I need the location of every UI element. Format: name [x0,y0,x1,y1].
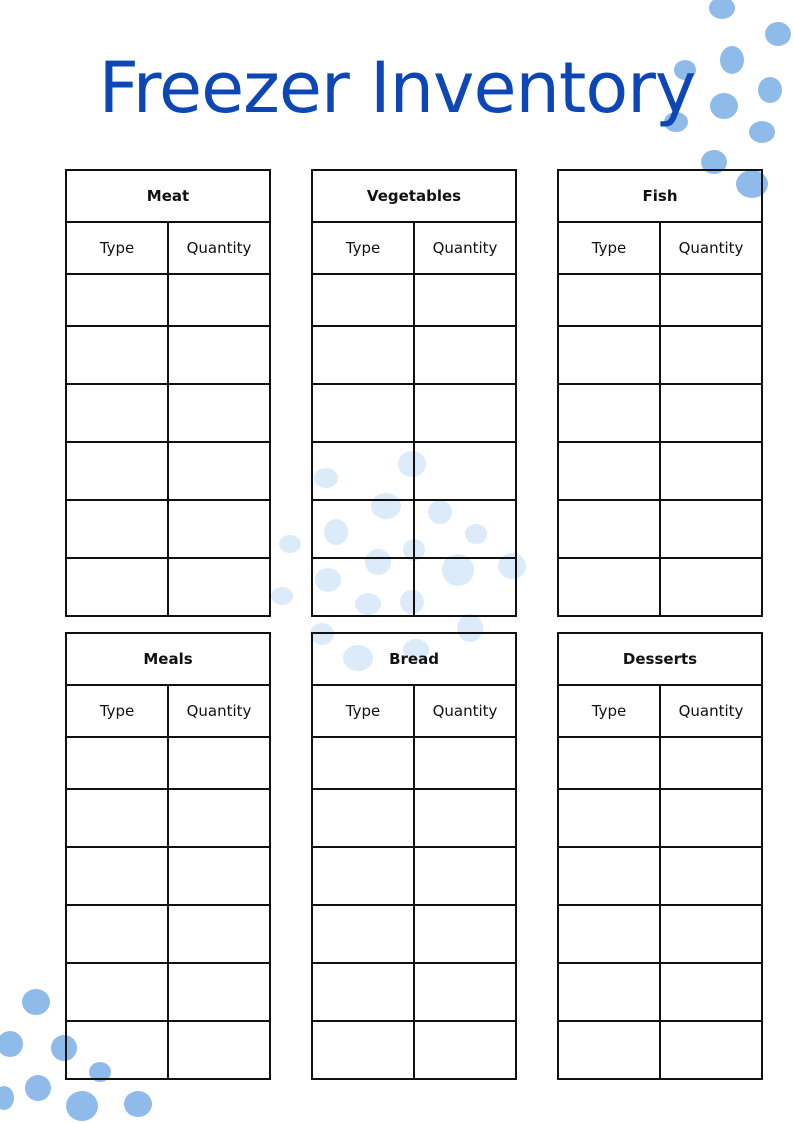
quantity-cell[interactable] [414,905,516,963]
table-row [558,326,762,384]
quantity-cell[interactable] [660,847,762,905]
table-row [312,558,516,616]
table-row [558,847,762,905]
type-cell[interactable] [558,737,660,789]
table-row [66,905,270,963]
type-cell[interactable] [558,558,660,616]
table-row [558,442,762,500]
table-title-vegetables: Vegetables [312,170,516,222]
quantity-cell[interactable] [660,274,762,326]
quantity-cell[interactable] [168,442,270,500]
type-cell[interactable] [66,274,168,326]
table-row [312,905,516,963]
quantity-cell[interactable] [414,1021,516,1079]
type-cell[interactable] [558,326,660,384]
table-row [312,737,516,789]
table-row [558,963,762,1021]
quantity-cell[interactable] [660,500,762,558]
table-row [312,384,516,442]
table-row [312,442,516,500]
column-header-type: Type [558,222,660,274]
table-row [558,500,762,558]
column-header-quantity: Quantity [660,222,762,274]
column-header-type: Type [66,685,168,737]
table-row [558,384,762,442]
table-row [312,963,516,1021]
quantity-cell[interactable] [168,963,270,1021]
table-row [558,1021,762,1079]
table-fish [557,169,763,617]
quantity-cell[interactable] [168,558,270,616]
table-row [66,847,270,905]
type-cell[interactable] [558,963,660,1021]
type-cell[interactable] [558,789,660,847]
quantity-cell[interactable] [660,326,762,384]
quantity-cell[interactable] [168,789,270,847]
quantity-cell[interactable] [168,1021,270,1079]
type-cell[interactable] [312,905,414,963]
type-cell[interactable] [312,500,414,558]
type-cell[interactable] [312,1021,414,1079]
type-cell[interactable] [312,963,414,1021]
quantity-cell[interactable] [414,274,516,326]
type-cell[interactable] [558,847,660,905]
quantity-cell[interactable] [168,905,270,963]
type-cell[interactable] [312,558,414,616]
table-row [66,737,270,789]
quantity-cell[interactable] [414,558,516,616]
column-header-type: Type [66,222,168,274]
table-row [558,274,762,326]
type-cell[interactable] [312,442,414,500]
quantity-cell[interactable] [414,442,516,500]
table-row [312,500,516,558]
type-cell[interactable] [66,789,168,847]
type-cell[interactable] [66,847,168,905]
table-row [66,1021,270,1079]
quantity-cell[interactable] [660,905,762,963]
table-meals [65,632,271,1080]
quantity-cell[interactable] [168,274,270,326]
column-header-quantity: Quantity [660,685,762,737]
quantity-cell[interactable] [660,737,762,789]
type-cell[interactable] [558,500,660,558]
table-row [66,326,270,384]
type-cell[interactable] [312,737,414,789]
column-header-quantity: Quantity [414,685,516,737]
column-header-type: Type [558,685,660,737]
table-row [558,905,762,963]
table-row [66,274,270,326]
quantity-cell[interactable] [660,1021,762,1079]
quantity-cell[interactable] [168,500,270,558]
type-cell[interactable] [558,1021,660,1079]
table-desserts [557,632,763,1080]
table-title-bread: Bread [312,633,516,685]
page-title: Freezer Inventory [98,47,696,129]
quantity-cell[interactable] [414,737,516,789]
type-cell[interactable] [312,384,414,442]
table-row [312,274,516,326]
quantity-cell[interactable] [168,737,270,789]
type-cell[interactable] [312,789,414,847]
type-cell[interactable] [558,384,660,442]
quantity-cell[interactable] [414,847,516,905]
table-row [66,789,270,847]
quantity-cell[interactable] [414,384,516,442]
quantity-cell[interactable] [660,442,762,500]
type-cell[interactable] [558,905,660,963]
table-row [66,384,270,442]
table-meat [65,169,271,617]
type-cell[interactable] [312,326,414,384]
table-row [558,737,762,789]
column-header-type: Type [312,685,414,737]
column-header-type: Type [312,222,414,274]
type-cell[interactable] [66,326,168,384]
table-row [66,442,270,500]
quantity-cell[interactable] [414,789,516,847]
table-row [312,326,516,384]
quantity-cell[interactable] [660,789,762,847]
type-cell[interactable] [558,442,660,500]
quantity-cell[interactable] [414,326,516,384]
table-title-fish: Fish [558,170,762,222]
column-header-quantity: Quantity [414,222,516,274]
type-cell[interactable] [66,442,168,500]
quantity-cell[interactable] [660,558,762,616]
type-cell[interactable] [66,558,168,616]
table-row [312,1021,516,1079]
table-title-meat: Meat [66,170,270,222]
quantity-cell[interactable] [414,963,516,1021]
table-title-desserts: Desserts [558,633,762,685]
type-cell[interactable] [66,737,168,789]
table-row [312,789,516,847]
quantity-cell[interactable] [414,500,516,558]
type-cell[interactable] [312,847,414,905]
table-row [66,963,270,1021]
quantity-cell[interactable] [168,847,270,905]
quantity-cell[interactable] [168,384,270,442]
type-cell[interactable] [66,500,168,558]
column-header-quantity: Quantity [168,222,270,274]
type-cell[interactable] [558,274,660,326]
quantity-cell[interactable] [168,326,270,384]
column-header-quantity: Quantity [168,685,270,737]
table-vegetables [311,169,517,617]
table-row [66,500,270,558]
type-cell[interactable] [66,963,168,1021]
table-row [66,558,270,616]
type-cell[interactable] [66,1021,168,1079]
table-bread [311,632,517,1080]
table-row [312,847,516,905]
type-cell[interactable] [312,274,414,326]
table-row [558,789,762,847]
quantity-cell[interactable] [660,384,762,442]
table-row [558,558,762,616]
type-cell[interactable] [66,905,168,963]
table-title-meals: Meals [66,633,270,685]
quantity-cell[interactable] [660,963,762,1021]
type-cell[interactable] [66,384,168,442]
